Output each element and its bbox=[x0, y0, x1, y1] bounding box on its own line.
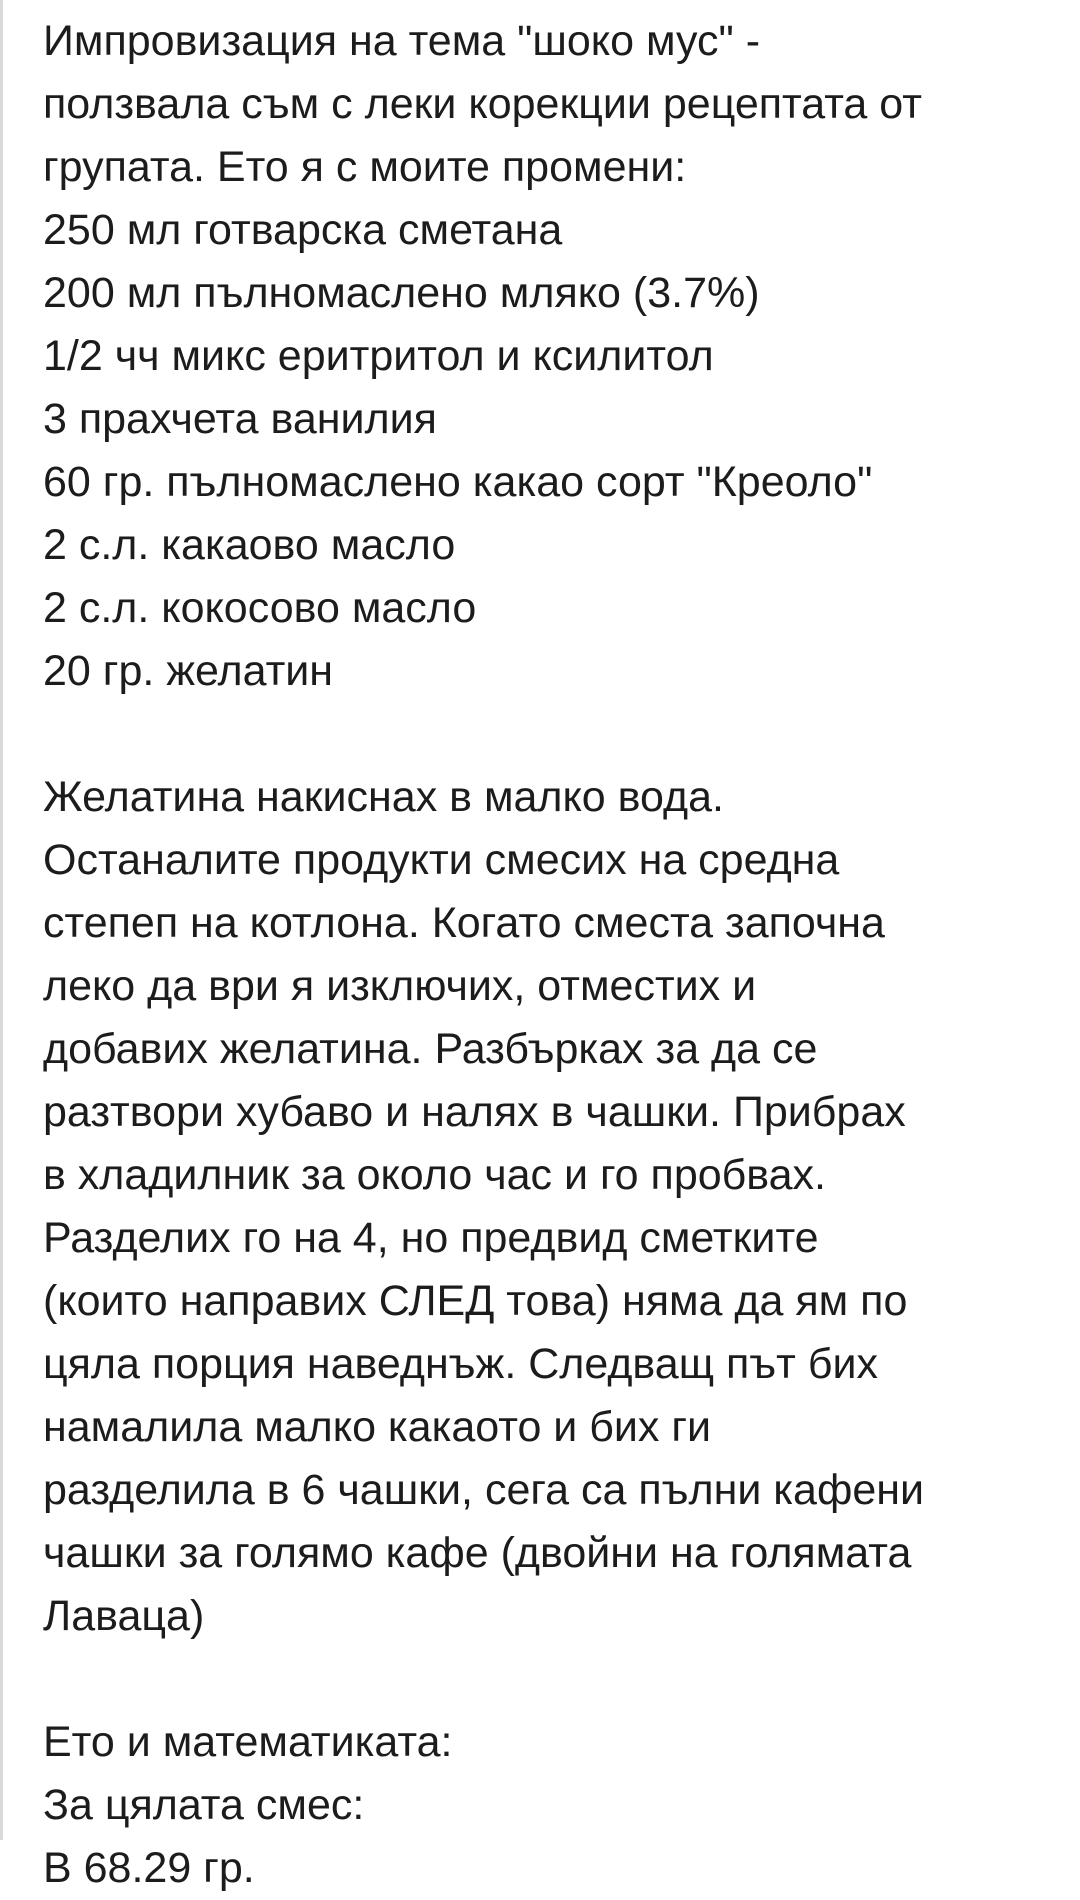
method-line: (които направих СЛЕД това) няма да ям по bbox=[43, 1277, 908, 1325]
paragraph-spacer bbox=[43, 703, 1073, 766]
math-line: Ето и математиката: bbox=[43, 1718, 453, 1766]
method-line: чашки за голямо кафе (двойни на голямата bbox=[43, 1529, 912, 1577]
method-line: леко да ври я изключих, отместих и bbox=[43, 962, 757, 1010]
math-line: В 68.29 гр. bbox=[43, 1844, 255, 1892]
method-line: Лаваца) bbox=[43, 1592, 205, 1640]
method-line: цяла порция наведнъж. Следващ път бих bbox=[43, 1340, 878, 1388]
method-line: Разделих го на 4, но предвид сметките bbox=[43, 1214, 819, 1262]
ingredient-item: 1/2 чч микс еритритол и ксилитол bbox=[43, 332, 714, 380]
method-line: разтвори хубаво и налях в чашки. Прибрах bbox=[43, 1088, 906, 1136]
method-line: Останалите продукти смесих на средна bbox=[43, 836, 840, 884]
math-line: За цялата смес: bbox=[43, 1781, 365, 1829]
ingredient-item: 2 с.л. кокосово масло bbox=[43, 584, 477, 632]
post-text bbox=[43, 10, 1073, 1900]
method-line: разделила в 6 чашки, сега са пълни кафени bbox=[43, 1466, 925, 1514]
method-line: добавих желатина. Разбърках за да се bbox=[43, 1025, 818, 1073]
ingredient-item: 60 гр. пълномаслено какао сорт "Креоло" bbox=[43, 458, 873, 506]
method-line: намалила малко какаото и бих ги bbox=[43, 1403, 712, 1451]
method-line: в хладилник за около час и го пробвах. bbox=[43, 1151, 827, 1199]
ingredient-item: 200 мл пълномаслено мляко (3.7%) bbox=[43, 269, 760, 317]
ingredient-item: 3 прахчета ванилия bbox=[43, 395, 437, 443]
ingredient-item: 20 гр. желатин bbox=[43, 647, 334, 695]
method-line: степеп на котлона. Когато сместа започна bbox=[43, 899, 885, 947]
ingredient-item: 2 с.л. какаово масло bbox=[43, 521, 456, 569]
intro-line: групата. Ето я с моите промени: bbox=[43, 143, 687, 191]
intro-line: ползвала съм с леки корекции рецептата от bbox=[43, 80, 922, 128]
intro-line: Импровизация на тема "шоко мус" - bbox=[43, 17, 761, 65]
paragraph-spacer bbox=[43, 1648, 1073, 1711]
method-line: Желатина накиснах в малко вода. bbox=[43, 773, 724, 821]
ingredient-item: 250 мл готварска сметана bbox=[43, 206, 563, 254]
